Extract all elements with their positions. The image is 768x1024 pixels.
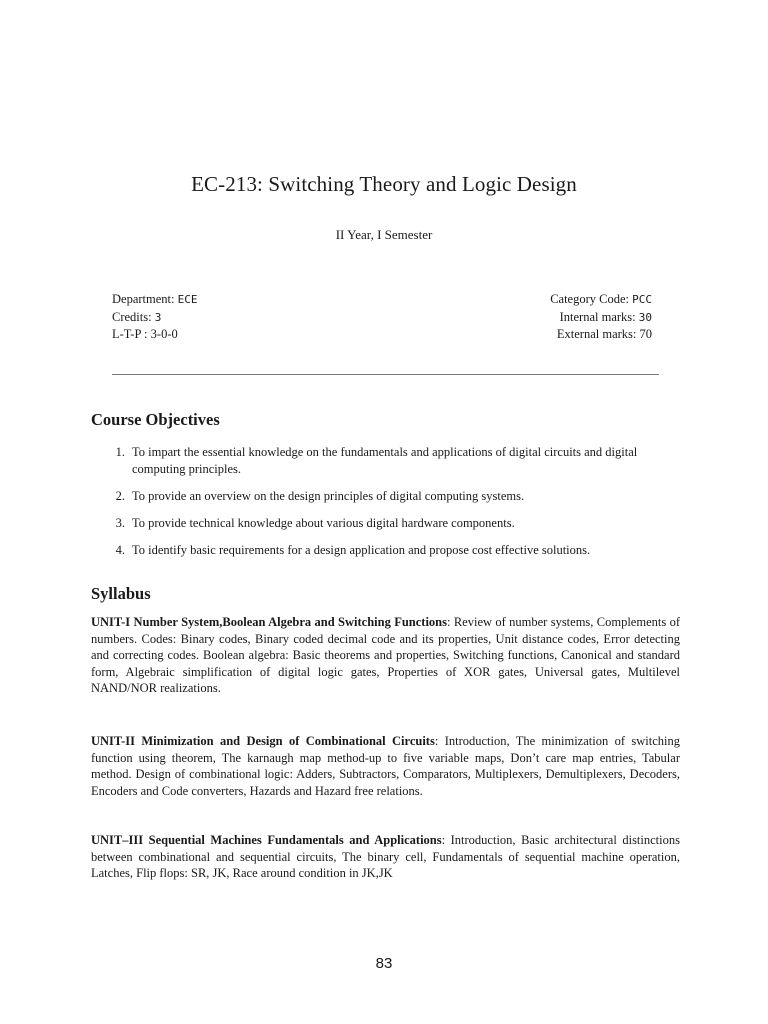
- unit-text: : Introduction, Basic architectural distinctions between combinational and sequential circuits, The binary cell, Fundamentals of sequential machine operation, Latches, Flip flops: SR, JK, Race around condition in JK,JK: [91, 833, 680, 881]
- syllabus-unit-3: [91, 832, 680, 882]
- list-item-number: 1.: [115, 445, 125, 459]
- credits-label: Credits:: [112, 309, 152, 324]
- syllabus-unit-2: [91, 733, 680, 799]
- internal-marks-value: 30: [638, 310, 652, 324]
- objectives-list: [91, 444, 681, 569]
- external-marks-line: External marks: 70: [556, 327, 652, 341]
- list-item: [91, 515, 681, 532]
- course-subtitle: II Year, I Semester: [335, 227, 433, 242]
- internal-marks-label: Internal marks:: [559, 309, 636, 324]
- syllabus-unit-1: [91, 614, 680, 697]
- list-item: [91, 542, 681, 559]
- unit-text: : Introduction, The minimization of switching function using theorem, The karnaugh map method-up to five variable maps, Don’t care map entries, Tabular method. Design of combinational logic: Adders, Subtractors, Comparators, Multiplexers, Demultiplexers, Decoders, Encoders and Code converters, Hazards and Hazard free relations.: [91, 734, 680, 798]
- objectives-heading: Course Objectives: [91, 410, 220, 429]
- divider: [112, 374, 659, 375]
- credits-line: [112, 309, 197, 327]
- unit-text: : Review of number systems, Complements of numbers. Codes: Binary codes, Binary coded decimal code and its properties, Unit distance codes, Error detecting and correcting codes. Boolean algebra: Basic theorems and properties, Switching functions, Canonical and standard form, Algebraic simplification of digital logic gates, Properties of XOR gates, Universal gates, Multilevel NAND/NOR realizations.: [91, 615, 680, 696]
- internal-marks-line: [550, 309, 652, 327]
- list-item-number: 4.: [115, 542, 125, 557]
- unit-title: UNIT–III Sequential Machines Fundamentals and Applications: [91, 833, 442, 847]
- page-number: 83: [375, 955, 393, 972]
- department-line: [112, 291, 197, 309]
- category-label: Category Code:: [550, 292, 629, 306]
- course-title: EC-213: Switching Theory and Logic Design: [191, 172, 577, 196]
- list-item-text: To impart the essential knowledge on the fundamentals and applications of digital circuits and digital computing principles.: [132, 445, 638, 476]
- list-item-text: To provide technical knowledge about various digital hardware components.: [132, 515, 515, 530]
- course-meta-left: [112, 291, 197, 343]
- unit-title: UNIT-II Minimization and Design of Combinational Circuits: [91, 734, 435, 748]
- syllabus-heading: Syllabus: [91, 584, 151, 603]
- list-item: [91, 444, 681, 477]
- department-label: Department:: [112, 292, 175, 306]
- list-item-number: 3.: [115, 515, 125, 530]
- category-line: [550, 291, 652, 309]
- ltp-line: L-T-P : 3-0-0: [112, 327, 178, 341]
- list-item: [91, 488, 681, 505]
- list-item-text: To identify basic requirements for a design application and propose cost effective solutions.: [132, 542, 591, 557]
- course-meta-right: [550, 291, 652, 343]
- category-value: PCC: [632, 293, 652, 306]
- department-value: ECE: [177, 293, 198, 306]
- credits-value: 3: [154, 310, 162, 324]
- list-item-number: 2.: [115, 488, 125, 503]
- unit-title: UNIT-I Number System,Boolean Algebra and Switching Functions: [91, 615, 447, 629]
- list-item-text: To provide an overview on the design principles of digital computing systems.: [132, 488, 525, 503]
